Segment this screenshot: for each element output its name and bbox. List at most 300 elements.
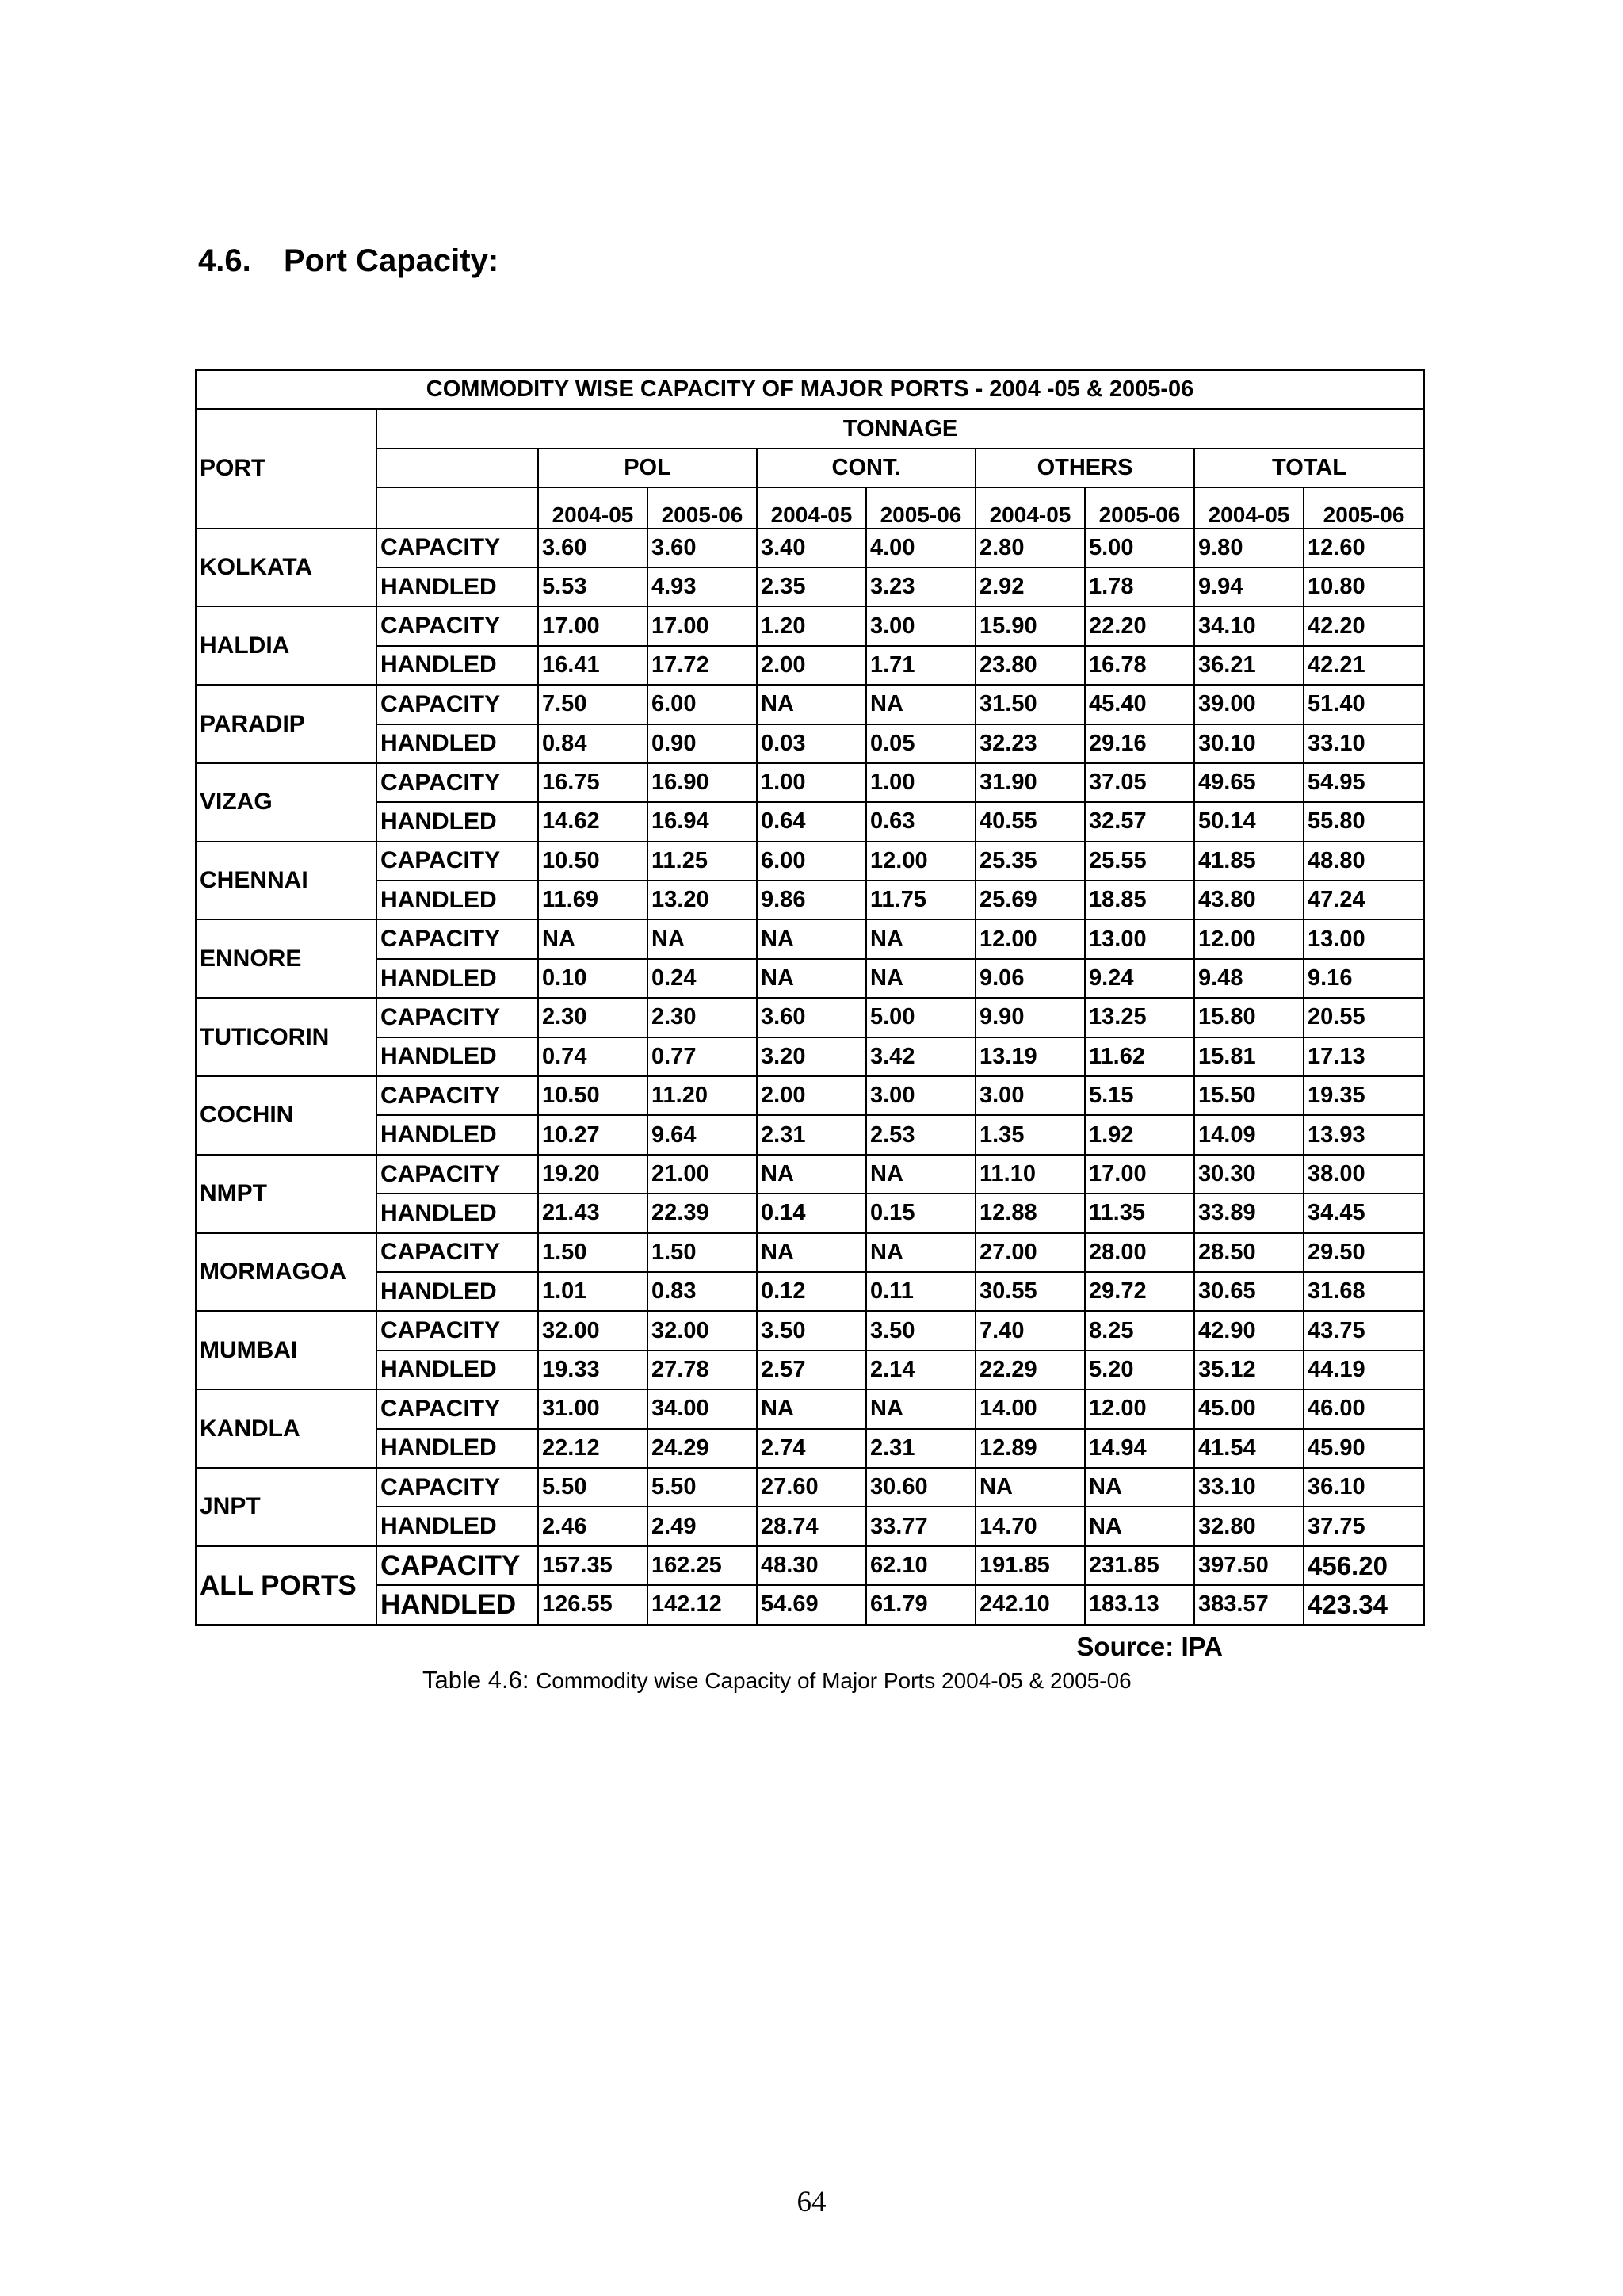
value-cell: 183.13	[1085, 1585, 1194, 1624]
value-cell: 9.94	[1194, 567, 1304, 606]
value-cell: 2.57	[757, 1350, 866, 1389]
value-cell: 25.35	[976, 842, 1085, 881]
value-cell: 0.74	[538, 1037, 647, 1076]
value-cell: NA	[647, 919, 757, 958]
value-cell: 3.60	[647, 529, 757, 567]
value-cell: 29.16	[1085, 724, 1194, 763]
value-cell: 12.89	[976, 1429, 1085, 1468]
port-row	[196, 1429, 1424, 1468]
value-cell: 0.10	[538, 959, 647, 998]
section-number: 4.6.	[198, 243, 251, 278]
port-row	[196, 1233, 1424, 1272]
value-cell: 43.80	[1194, 881, 1304, 919]
value-cell: 44.19	[1304, 1350, 1424, 1389]
value-cell: 2.46	[538, 1507, 647, 1545]
metric-label: HANDLED	[376, 567, 538, 606]
value-cell: 191.85	[976, 1546, 1085, 1585]
value-cell: 10.80	[1304, 567, 1424, 606]
port-name: PARADIP	[196, 685, 376, 763]
port-row	[196, 959, 1424, 998]
value-cell: NA	[866, 685, 976, 724]
value-cell: 3.42	[866, 1037, 976, 1076]
value-cell: 11.62	[1085, 1037, 1194, 1076]
value-cell: 3.00	[866, 1076, 976, 1115]
value-cell: 2.49	[647, 1507, 757, 1545]
value-cell: NA	[866, 919, 976, 958]
value-cell: 54.69	[757, 1585, 866, 1624]
value-cell: 126.55	[538, 1585, 647, 1624]
value-cell: NA	[757, 1389, 866, 1428]
year-header-row	[196, 487, 1424, 528]
value-cell: 34.45	[1304, 1194, 1424, 1232]
value-cell: 48.80	[1304, 842, 1424, 881]
value-cell: 21.00	[647, 1155, 757, 1194]
value-cell: NA	[866, 1155, 976, 1194]
value-cell: NA	[538, 919, 647, 958]
value-cell: 51.40	[1304, 685, 1424, 724]
port-row	[196, 1311, 1424, 1350]
value-cell: 0.11	[866, 1272, 976, 1311]
port-row	[196, 1037, 1424, 1076]
value-cell: 0.24	[647, 959, 757, 998]
value-cell: 0.63	[866, 802, 976, 841]
value-cell: 19.20	[538, 1155, 647, 1194]
value-cell: 45.00	[1194, 1389, 1304, 1428]
value-cell: 11.20	[647, 1076, 757, 1115]
value-cell: 2.31	[866, 1429, 976, 1468]
port-row	[196, 1155, 1424, 1194]
value-cell: 0.05	[866, 724, 976, 763]
value-cell: 28.74	[757, 1507, 866, 1545]
year-header: 2004-05	[1194, 487, 1304, 528]
year-header-blank	[376, 487, 538, 528]
metric-label: CAPACITY	[376, 1233, 538, 1272]
port-name: MORMAGOA	[196, 1233, 376, 1312]
tonnage-header-row	[196, 409, 1424, 448]
value-cell: 42.21	[1304, 646, 1424, 685]
value-cell: 30.30	[1194, 1155, 1304, 1194]
value-cell: 0.64	[757, 802, 866, 841]
value-cell: 42.90	[1194, 1311, 1304, 1350]
value-cell: 456.20	[1304, 1546, 1424, 1585]
value-cell: 12.60	[1304, 529, 1424, 567]
metric-label: HANDLED	[376, 1272, 538, 1311]
value-cell: 22.12	[538, 1429, 647, 1468]
port-row	[196, 606, 1424, 645]
value-cell: 7.40	[976, 1311, 1085, 1350]
value-cell: 45.40	[1085, 685, 1194, 724]
value-cell: NA	[866, 959, 976, 998]
value-cell: 42.20	[1304, 606, 1424, 645]
all-ports-name: ALL PORTS	[196, 1546, 376, 1625]
port-row	[196, 1389, 1424, 1428]
value-cell: 31.00	[538, 1389, 647, 1428]
value-cell: 2.92	[976, 567, 1085, 606]
value-cell: 32.00	[647, 1311, 757, 1350]
value-cell: 142.12	[647, 1585, 757, 1624]
port-name: VIZAG	[196, 763, 376, 842]
value-cell: 423.34	[1304, 1585, 1424, 1624]
value-cell: 157.35	[538, 1546, 647, 1585]
value-cell: 397.50	[1194, 1546, 1304, 1585]
value-cell: 1.20	[757, 606, 866, 645]
value-cell: 2.00	[757, 1076, 866, 1115]
value-cell: 41.54	[1194, 1429, 1304, 1468]
value-cell: 12.00	[1194, 919, 1304, 958]
metric-label: CAPACITY	[376, 685, 538, 724]
value-cell: 11.69	[538, 881, 647, 919]
group-header-row	[196, 449, 1424, 487]
value-cell: 14.70	[976, 1507, 1085, 1545]
all-ports-row	[196, 1546, 1424, 1585]
value-cell: 13.93	[1304, 1115, 1424, 1154]
value-cell: 9.86	[757, 881, 866, 919]
value-cell: 3.23	[866, 567, 976, 606]
value-cell: 32.57	[1085, 802, 1194, 841]
metric-label: CAPACITY	[376, 1311, 538, 1350]
value-cell: NA	[757, 959, 866, 998]
value-cell: 5.15	[1085, 1076, 1194, 1115]
table-title-row	[196, 370, 1424, 409]
metric-label: CAPACITY	[376, 1389, 538, 1428]
metric-label: CAPACITY	[376, 529, 538, 567]
value-cell: 16.90	[647, 763, 757, 802]
value-cell: 2.00	[757, 646, 866, 685]
value-cell: 5.20	[1085, 1350, 1194, 1389]
value-cell: 12.88	[976, 1194, 1085, 1232]
group-header-cont: CONT.	[757, 449, 976, 487]
value-cell: 46.00	[1304, 1389, 1424, 1428]
value-cell: 0.14	[757, 1194, 866, 1232]
year-header: 2005-06	[866, 487, 976, 528]
value-cell: 38.00	[1304, 1155, 1424, 1194]
metric-label: CAPACITY	[376, 998, 538, 1037]
value-cell: 34.00	[647, 1389, 757, 1428]
value-cell: 30.60	[866, 1468, 976, 1507]
value-cell: 16.41	[538, 646, 647, 685]
value-cell: 25.69	[976, 881, 1085, 919]
value-cell: 31.90	[976, 763, 1085, 802]
metric-label: CAPACITY	[376, 1076, 538, 1115]
value-cell: 27.60	[757, 1468, 866, 1507]
value-cell: 14.00	[976, 1389, 1085, 1428]
value-cell: 22.39	[647, 1194, 757, 1232]
port-name: CHENNAI	[196, 842, 376, 920]
value-cell: 37.75	[1304, 1507, 1424, 1545]
value-cell: 3.50	[757, 1311, 866, 1350]
caption-text: Commodity wise Capacity of Major Ports 2004-05 & 2005-06	[536, 1668, 1132, 1693]
value-cell: 9.64	[647, 1115, 757, 1154]
port-row	[196, 1115, 1424, 1154]
value-cell: 3.50	[866, 1311, 976, 1350]
value-cell: 13.25	[1085, 998, 1194, 1037]
group-header-total: TOTAL	[1194, 449, 1424, 487]
value-cell: 1.92	[1085, 1115, 1194, 1154]
value-cell: 17.00	[538, 606, 647, 645]
value-cell: 32.00	[538, 1311, 647, 1350]
value-cell: 14.09	[1194, 1115, 1304, 1154]
value-cell: 162.25	[647, 1546, 757, 1585]
metric-label: HANDLED	[376, 1585, 538, 1624]
value-cell: 2.30	[538, 998, 647, 1037]
value-cell: 11.25	[647, 842, 757, 881]
source-note: Source: IPA	[1076, 1632, 1223, 1661]
port-row	[196, 529, 1424, 567]
port-row	[196, 724, 1424, 763]
value-cell: 1.50	[647, 1233, 757, 1272]
port-row	[196, 1507, 1424, 1545]
port-row	[196, 646, 1424, 685]
metric-label: HANDLED	[376, 881, 538, 919]
value-cell: 31.68	[1304, 1272, 1424, 1311]
value-cell: NA	[1085, 1507, 1194, 1545]
value-cell: 1.71	[866, 646, 976, 685]
year-header: 2004-05	[757, 487, 866, 528]
value-cell: 13.00	[1304, 919, 1424, 958]
port-row	[196, 802, 1424, 841]
value-cell: NA	[1085, 1468, 1194, 1507]
value-cell: 0.90	[647, 724, 757, 763]
value-cell: 2.30	[647, 998, 757, 1037]
port-row	[196, 1076, 1424, 1115]
value-cell: 0.12	[757, 1272, 866, 1311]
value-cell: NA	[757, 1155, 866, 1194]
port-row	[196, 685, 1424, 724]
value-cell: 12.00	[866, 842, 976, 881]
value-cell: 33.10	[1194, 1468, 1304, 1507]
value-cell: 27.78	[647, 1350, 757, 1389]
value-cell: 1.50	[538, 1233, 647, 1272]
value-cell: 13.00	[1085, 919, 1194, 958]
year-header: 2004-05	[976, 487, 1085, 528]
metric-label: HANDLED	[376, 959, 538, 998]
metric-label: CAPACITY	[376, 1155, 538, 1194]
value-cell: 12.00	[1085, 1389, 1194, 1428]
value-cell: 33.89	[1194, 1194, 1304, 1232]
value-cell: 3.40	[757, 529, 866, 567]
value-cell: 5.50	[647, 1468, 757, 1507]
value-cell: 5.50	[538, 1468, 647, 1507]
value-cell: 35.12	[1194, 1350, 1304, 1389]
value-cell: 41.85	[1194, 842, 1304, 881]
caption-label: Table 4.6:	[422, 1666, 529, 1694]
port-row	[196, 1194, 1424, 1232]
value-cell: 11.10	[976, 1155, 1085, 1194]
value-cell: 2.31	[757, 1115, 866, 1154]
value-cell: 29.50	[1304, 1233, 1424, 1272]
year-header: 2005-06	[1304, 487, 1424, 528]
value-cell: 15.50	[1194, 1076, 1304, 1115]
value-cell: 3.00	[976, 1076, 1085, 1115]
year-header: 2004-05	[538, 487, 647, 528]
value-cell: 1.00	[866, 763, 976, 802]
value-cell: 55.80	[1304, 802, 1424, 841]
value-cell: 30.10	[1194, 724, 1304, 763]
port-row	[196, 1350, 1424, 1389]
value-cell: 231.85	[1085, 1546, 1194, 1585]
value-cell: 3.20	[757, 1037, 866, 1076]
value-cell: 19.35	[1304, 1076, 1424, 1115]
value-cell: 48.30	[757, 1546, 866, 1585]
metric-label: HANDLED	[376, 1115, 538, 1154]
value-cell: 1.35	[976, 1115, 1085, 1154]
metric-label: CAPACITY	[376, 606, 538, 645]
value-cell: 9.90	[976, 998, 1085, 1037]
metric-label: HANDLED	[376, 1507, 538, 1545]
value-cell: 61.79	[866, 1585, 976, 1624]
port-name: COCHIN	[196, 1076, 376, 1155]
value-cell: 0.83	[647, 1272, 757, 1311]
metric-label: HANDLED	[376, 724, 538, 763]
all-ports-row	[196, 1585, 1424, 1624]
value-cell: 0.77	[647, 1037, 757, 1076]
metric-label: HANDLED	[376, 1194, 538, 1232]
port-row	[196, 567, 1424, 606]
value-cell: 11.35	[1085, 1194, 1194, 1232]
value-cell: 22.29	[976, 1350, 1085, 1389]
value-cell: 9.48	[1194, 959, 1304, 998]
value-cell: 39.00	[1194, 685, 1304, 724]
value-cell: 0.84	[538, 724, 647, 763]
port-name: HALDIA	[196, 606, 376, 685]
port-name: NMPT	[196, 1155, 376, 1233]
year-header: 2005-06	[647, 487, 757, 528]
port-row	[196, 1272, 1424, 1311]
value-cell: 31.50	[976, 685, 1085, 724]
value-cell: 40.55	[976, 802, 1085, 841]
value-cell: 4.00	[866, 529, 976, 567]
port-name: KANDLA	[196, 1389, 376, 1468]
value-cell: 14.94	[1085, 1429, 1194, 1468]
value-cell: 24.29	[647, 1429, 757, 1468]
value-cell: 9.16	[1304, 959, 1424, 998]
value-cell: 15.80	[1194, 998, 1304, 1037]
value-cell: 9.24	[1085, 959, 1194, 998]
value-cell: 1.00	[757, 763, 866, 802]
port-name: KOLKATA	[196, 529, 376, 607]
value-cell: 1.78	[1085, 567, 1194, 606]
value-cell: 4.93	[647, 567, 757, 606]
value-cell: NA	[757, 919, 866, 958]
value-cell: 13.19	[976, 1037, 1085, 1076]
section-heading	[198, 243, 498, 279]
value-cell: 23.80	[976, 646, 1085, 685]
value-cell: 5.53	[538, 567, 647, 606]
value-cell: 11.75	[866, 881, 976, 919]
value-cell: 15.90	[976, 606, 1085, 645]
value-cell: 25.55	[1085, 842, 1194, 881]
metric-label: CAPACITY	[376, 842, 538, 881]
value-cell: 28.50	[1194, 1233, 1304, 1272]
value-cell: 2.14	[866, 1350, 976, 1389]
metric-label: CAPACITY	[376, 919, 538, 958]
port-row	[196, 998, 1424, 1037]
value-cell: 19.33	[538, 1350, 647, 1389]
value-cell: 49.65	[1194, 763, 1304, 802]
metric-label: HANDLED	[376, 1429, 538, 1468]
port-row	[196, 763, 1424, 802]
value-cell: 12.00	[976, 919, 1085, 958]
table-caption	[422, 1666, 1132, 1694]
value-cell: 16.75	[538, 763, 647, 802]
value-cell: 10.50	[538, 1076, 647, 1115]
value-cell: 28.00	[1085, 1233, 1194, 1272]
section-title: Port Capacity:	[284, 243, 499, 278]
port-name: MUMBAI	[196, 1311, 376, 1389]
value-cell: 383.57	[1194, 1585, 1304, 1624]
value-cell: 6.00	[647, 685, 757, 724]
value-cell: 9.06	[976, 959, 1085, 998]
port-column-header: PORT	[196, 409, 376, 528]
port-row	[196, 919, 1424, 958]
port-name: JNPT	[196, 1468, 376, 1546]
value-cell: 15.81	[1194, 1037, 1304, 1076]
value-cell: 7.50	[538, 685, 647, 724]
table-title: COMMODITY WISE CAPACITY OF MAJOR PORTS - 2004 -05 & 2005-06	[196, 370, 1424, 409]
value-cell: 242.10	[976, 1585, 1085, 1624]
value-cell: 62.10	[866, 1546, 976, 1585]
value-cell: 37.05	[1085, 763, 1194, 802]
value-cell: 5.00	[866, 998, 976, 1037]
value-cell: 0.03	[757, 724, 866, 763]
value-cell: 8.25	[1085, 1311, 1194, 1350]
value-cell: 34.10	[1194, 606, 1304, 645]
port-name: ENNORE	[196, 919, 376, 998]
value-cell: 18.85	[1085, 881, 1194, 919]
metric-label: HANDLED	[376, 1037, 538, 1076]
value-cell: 13.20	[647, 881, 757, 919]
value-cell: 2.53	[866, 1115, 976, 1154]
page-number: 64	[796, 2186, 827, 2218]
value-cell: 36.21	[1194, 646, 1304, 685]
value-cell: 50.14	[1194, 802, 1304, 841]
value-cell: 1.01	[538, 1272, 647, 1311]
group-header-pol: POL	[538, 449, 757, 487]
port-row	[196, 881, 1424, 919]
value-cell: 27.00	[976, 1233, 1085, 1272]
value-cell: 30.55	[976, 1272, 1085, 1311]
value-cell: 17.13	[1304, 1037, 1424, 1076]
value-cell: 10.27	[538, 1115, 647, 1154]
value-cell: 32.80	[1194, 1507, 1304, 1545]
port-capacity-table	[195, 369, 1425, 1626]
value-cell: 47.24	[1304, 881, 1424, 919]
value-cell: 29.72	[1085, 1272, 1194, 1311]
group-header-others: OTHERS	[976, 449, 1194, 487]
value-cell: 17.00	[1085, 1155, 1194, 1194]
value-cell: NA	[757, 1233, 866, 1272]
value-cell: 6.00	[757, 842, 866, 881]
value-cell: 36.10	[1304, 1468, 1424, 1507]
value-cell: 2.35	[757, 567, 866, 606]
value-cell: 21.43	[538, 1194, 647, 1232]
metric-label: HANDLED	[376, 802, 538, 841]
tonnage-header: TONNAGE	[376, 409, 1424, 448]
value-cell: 5.00	[1085, 529, 1194, 567]
value-cell: 3.00	[866, 606, 976, 645]
port-name: TUTICORIN	[196, 998, 376, 1076]
group-header-blank	[376, 449, 538, 487]
metric-label: HANDLED	[376, 1350, 538, 1389]
value-cell: 2.74	[757, 1429, 866, 1468]
value-cell: 20.55	[1304, 998, 1424, 1037]
port-row	[196, 1468, 1424, 1507]
value-cell: 17.00	[647, 606, 757, 645]
value-cell: 16.94	[647, 802, 757, 841]
value-cell: 3.60	[757, 998, 866, 1037]
value-cell: 43.75	[1304, 1311, 1424, 1350]
metric-label: CAPACITY	[376, 1468, 538, 1507]
